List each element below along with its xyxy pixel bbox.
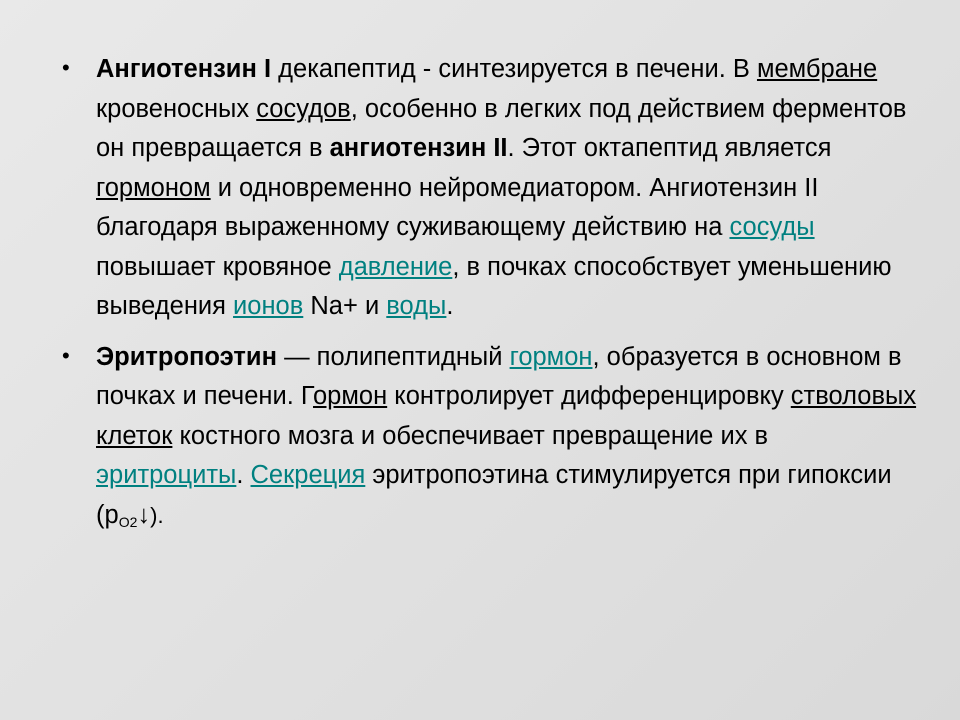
hyperlink[interactable]: давление xyxy=(338,252,453,281)
text-run: . Этот октапептид является xyxy=(507,134,832,162)
text-run: кровеносных xyxy=(96,94,257,123)
text-run: эритропоэтина стимулируется при гипоксии (p xyxy=(96,461,892,529)
bullet-text xyxy=(96,55,906,320)
underlined-term: гормоном xyxy=(96,173,211,202)
bullet-item-angiotensin xyxy=(62,50,922,327)
text-run: — полипептидный xyxy=(277,342,510,371)
underlined-term: сосудов xyxy=(256,94,351,123)
text-run: костного мозга и обеспечивает превращение их в xyxy=(172,421,769,450)
text-run: Na+ и xyxy=(303,292,387,320)
bullet-icon: • xyxy=(62,342,70,368)
text-run: . xyxy=(236,461,251,489)
subscript: O2 xyxy=(118,513,138,530)
text-run: декапептид - синтезируется в печени. В xyxy=(271,55,757,83)
text-run: , в почках способствует уменьшению выведения xyxy=(96,252,892,320)
text-run: , особенно в легких под действием ферментов он превращается в xyxy=(96,94,907,162)
bullet-text xyxy=(96,343,916,529)
text-run: ). xyxy=(150,502,164,528)
hyperlink[interactable]: воды xyxy=(386,292,447,320)
bold-term: Эритропоэтин xyxy=(96,342,277,371)
hyperlink[interactable]: сосуды xyxy=(729,213,815,241)
bullet-list xyxy=(62,50,922,546)
hyperlink[interactable]: Секреция xyxy=(250,461,366,489)
hyperlink[interactable]: гормон xyxy=(509,342,593,371)
text-run: . xyxy=(446,292,454,320)
text-run: повышает кровяное xyxy=(96,252,339,281)
text-run: и одновременно нейромедиатором. Ангиотензин II благодаря выраженному суживающему действию на xyxy=(96,173,819,241)
bold-term: Ангиотензин I xyxy=(96,55,272,83)
text-run: , образуется в основном в почках и печени. Г xyxy=(96,342,902,410)
bullet-item-erythropoietin xyxy=(62,338,922,536)
text-run: ↓ xyxy=(137,500,151,529)
hyperlink[interactable]: ионов xyxy=(233,292,304,320)
underlined-term: мембране xyxy=(756,55,878,83)
underlined-term: ормон xyxy=(313,382,388,410)
hyperlink[interactable]: эритроциты xyxy=(96,461,237,489)
bullet-icon: • xyxy=(62,55,70,80)
underlined-term: стволовых клеток xyxy=(96,382,917,450)
text-run: контролирует дифференцировку xyxy=(387,382,791,410)
bold-term: ангиотензин II xyxy=(329,134,508,162)
